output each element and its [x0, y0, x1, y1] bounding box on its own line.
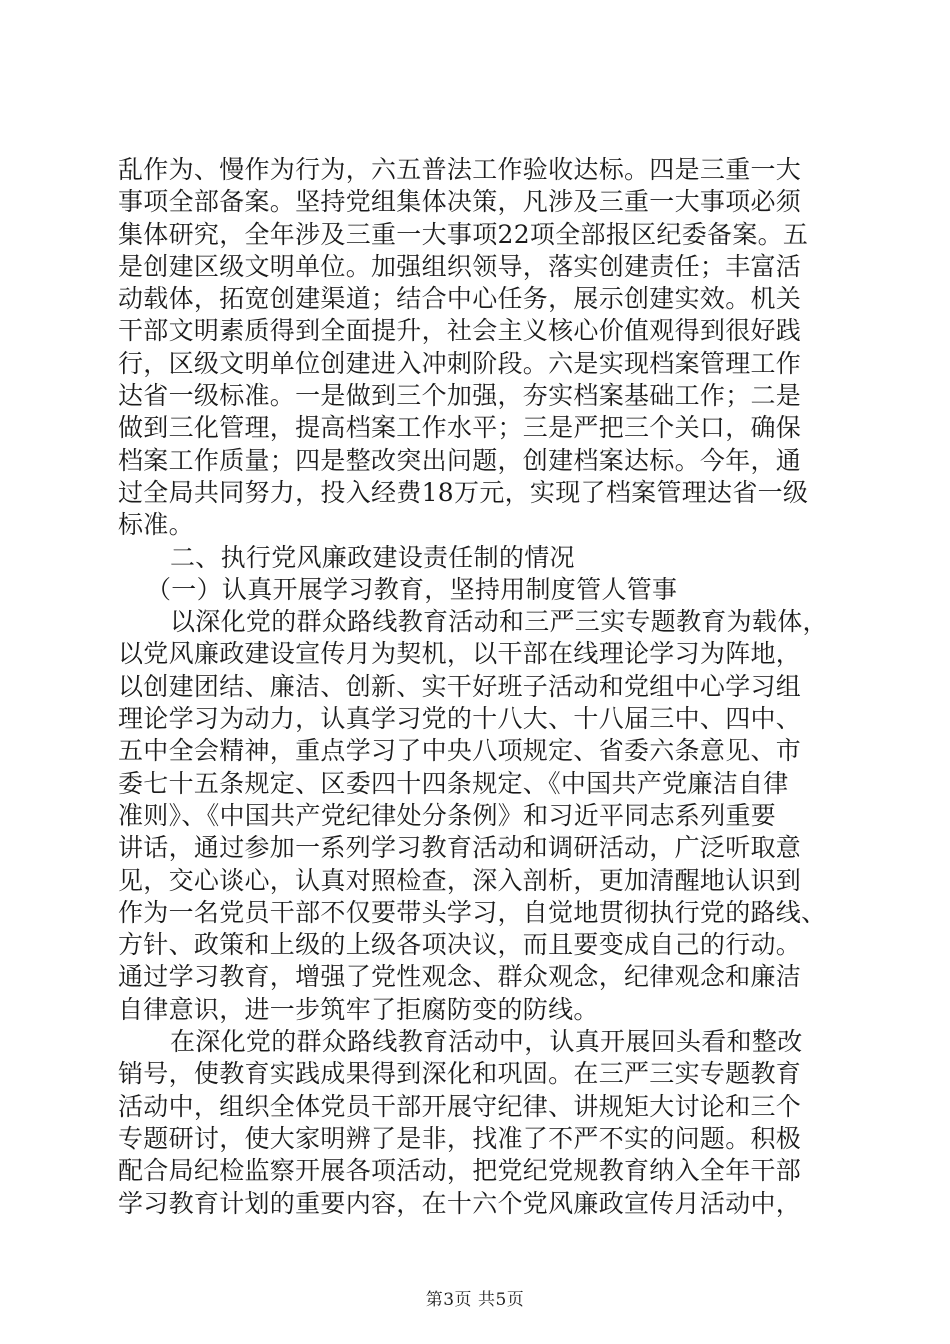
text-line: 自律意识，进一步筑牢了拒腐防变的防线。: [118, 994, 599, 1024]
text-line: 集体研究，全年涉及三重一大事项22项全部报区纪委备案。五: [118, 219, 809, 249]
text-line: 五中全会精神，重点学习了中央八项规定、省委六条意见、市: [118, 736, 802, 766]
paragraph-start: 在深化党的群众路线教育活动中，认真开展回头看和整改: [170, 1027, 803, 1057]
text-line: 准则》、《中国共产党纪律处分条例》和习近平同志系列重要: [118, 800, 777, 830]
text-line: 过全局共同努力，投入经费18万元，实现了档案管理达省一级: [118, 477, 809, 507]
text-line: 达省一级标准。一是做到三个加强，夯实档案基础工作；二是: [118, 381, 802, 411]
page-footer: 第3页 共5页: [425, 1290, 525, 1310]
paragraph-start: 以深化党的群众路线教育活动和三严三实专题教育为载体，: [170, 607, 828, 637]
text-line: 委七十五条规定、区委四十四条规定、《中国共产党廉洁自律: [118, 768, 789, 798]
text-line: 动载体，拓宽创建渠道；结合中心任务，展示创建实效。机关: [118, 284, 802, 314]
text-line: 乱作为、慢作为行为，六五普法工作验收达标。四是三重一大: [118, 155, 802, 184]
text-line: 讲话，通过参加一系列学习教育活动和调研活动，广泛听取意: [118, 833, 802, 863]
text-line: 事项全部备案。坚持党组集体决策，凡涉及三重一大事项必须: [118, 187, 802, 217]
section-heading: 二、执行党风廉政建设责任制的情况: [170, 542, 575, 572]
text-line: 行，区级文明单位创建进入冲刺阶段。六是实现档案管理工作: [118, 348, 802, 378]
text-line: 通过学习教育，增强了党性观念、群众观念，纪律观念和廉洁: [118, 962, 802, 992]
text-line: 以创建团结、廉洁、创新、实干好班子活动和党组中心学习组: [118, 671, 802, 701]
text-line: 干部文明素质得到全面提升，社会主义核心价值观得到很好践: [118, 316, 802, 346]
text-line: 见，交心谈心，认真对照检查，深入剖析，更加清醒地认识到: [118, 865, 802, 895]
text-line: 专题研讨，使大家明辨了是非，找准了不严不实的问题。积极: [118, 1123, 802, 1153]
text-line: 标准。: [118, 510, 194, 540]
text-line: 作为一名党员干部不仅要带头学习，自觉地贯彻执行党的路线、: [118, 897, 827, 927]
text-line: 以党风廉政建设宣传月为契机，以干部在线理论学习为阵地，: [118, 639, 802, 669]
document-body: [118, 154, 836, 1220]
text-line: 活动中，组织全体党员干部开展守纪律、讲规矩大讨论和三个: [118, 1091, 802, 1121]
text-line: 配合局纪检监察开展各项活动，把党纪党规教育纳入全年干部: [118, 1156, 802, 1186]
text-line: 做到三化管理，提高档案工作水平；三是严把三个关口，确保: [118, 413, 802, 443]
text-line: 是创建区级文明单位。加强组织领导，落实创建责任；丰富活: [118, 251, 802, 281]
text-line: 学习教育计划的重要内容，在十六个党风廉政宣传月活动中，: [118, 1188, 802, 1218]
text-line: 档案工作质量；四是整改突出问题，创建档案达标。今年，通: [118, 445, 802, 475]
text-line: 方针、政策和上级的上级各项决议，而且要变成自己的行动。: [118, 930, 802, 960]
text-line: 销号，使教育实践成果得到深化和巩固。在三严三实专题教育: [118, 1059, 802, 1089]
text-line: 理论学习为动力，认真学习党的十八大、十八届三中、四中、: [118, 704, 802, 734]
subsection-heading: （一）认真开展学习教育，坚持用制度管人管事: [146, 574, 678, 604]
